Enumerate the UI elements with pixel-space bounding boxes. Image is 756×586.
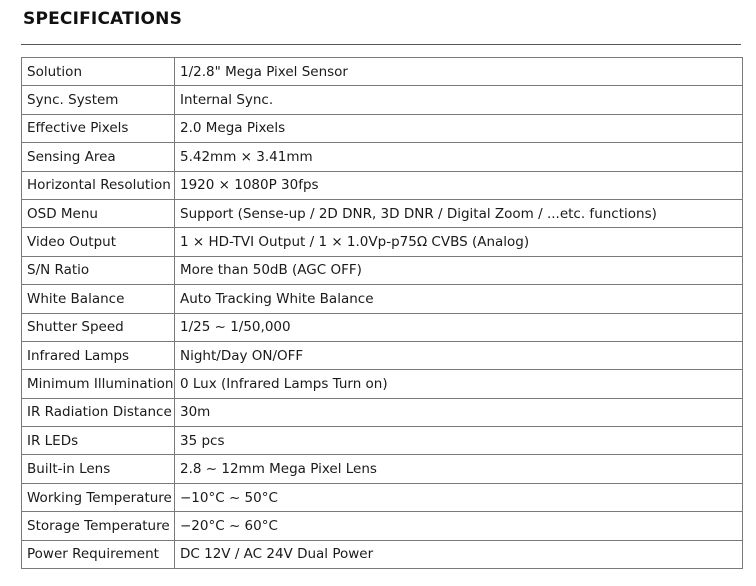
spec-value: Support (Sense-up / 2D DNR, 3D DNR / Digital Zoom / ...etc. functions) bbox=[175, 199, 743, 227]
spec-value: 1 × HD-TVI Output / 1 × 1.0Vp-p75Ω CVBS (Analog) bbox=[175, 228, 743, 256]
spec-value: 30m bbox=[175, 398, 743, 426]
spec-value: 1920 × 1080P 30fps bbox=[175, 171, 743, 199]
spec-value: 35 pcs bbox=[175, 427, 743, 455]
spec-row bbox=[22, 398, 743, 426]
spec-value: More than 50dB (AGC OFF) bbox=[175, 256, 743, 284]
spec-value: DC 12V / AC 24V Dual Power bbox=[175, 540, 743, 568]
spec-label: IR Radiation Distance bbox=[22, 398, 175, 426]
page-title: SPECIFICATIONS bbox=[23, 9, 183, 29]
spec-label: White Balance bbox=[22, 285, 175, 313]
spec-label: Shutter Speed bbox=[22, 313, 175, 341]
specifications-table-body bbox=[22, 58, 743, 569]
spec-row bbox=[22, 143, 743, 171]
spec-value: −10°C ~ 50°C bbox=[175, 483, 743, 511]
spec-value: 2.8 ~ 12mm Mega Pixel Lens bbox=[175, 455, 743, 483]
spec-value: 2.0 Mega Pixels bbox=[175, 114, 743, 142]
spec-label: IR LEDs bbox=[22, 427, 175, 455]
spec-row bbox=[22, 256, 743, 284]
spec-row bbox=[22, 370, 743, 398]
spec-row bbox=[22, 512, 743, 540]
spec-label: S/N Ratio bbox=[22, 256, 175, 284]
spec-row bbox=[22, 86, 743, 114]
spec-row bbox=[22, 455, 743, 483]
spec-row bbox=[22, 341, 743, 369]
spec-row bbox=[22, 199, 743, 227]
spec-label: Minimum Illumination bbox=[22, 370, 175, 398]
title-divider bbox=[21, 44, 741, 45]
spec-row bbox=[22, 313, 743, 341]
spec-value: 1/2.8" Mega Pixel Sensor bbox=[175, 58, 743, 86]
spec-label: Storage Temperature bbox=[22, 512, 175, 540]
spec-value: 5.42mm × 3.41mm bbox=[175, 143, 743, 171]
spec-label: Built-in Lens bbox=[22, 455, 175, 483]
spec-label: Video Output bbox=[22, 228, 175, 256]
spec-label: Sensing Area bbox=[22, 143, 175, 171]
spec-label: OSD Menu bbox=[22, 199, 175, 227]
spec-value: Night/Day ON/OFF bbox=[175, 341, 743, 369]
spec-row bbox=[22, 114, 743, 142]
spec-label: Solution bbox=[22, 58, 175, 86]
spec-row bbox=[22, 285, 743, 313]
spec-label: Horizontal Resolution bbox=[22, 171, 175, 199]
spec-value: Auto Tracking White Balance bbox=[175, 285, 743, 313]
spec-row bbox=[22, 427, 743, 455]
spec-label: Working Temperature bbox=[22, 483, 175, 511]
spec-label: Infrared Lamps bbox=[22, 341, 175, 369]
spec-label: Effective Pixels bbox=[22, 114, 175, 142]
spec-row bbox=[22, 483, 743, 511]
spec-row bbox=[22, 171, 743, 199]
spec-value: −20°C ~ 60°C bbox=[175, 512, 743, 540]
spec-label: Sync. System bbox=[22, 86, 175, 114]
spec-value: 0 Lux (Infrared Lamps Turn on) bbox=[175, 370, 743, 398]
spec-row bbox=[22, 228, 743, 256]
spec-row bbox=[22, 540, 743, 568]
spec-label: Power Requirement bbox=[22, 540, 175, 568]
spec-row bbox=[22, 58, 743, 86]
spec-value: Internal Sync. bbox=[175, 86, 743, 114]
spec-value: 1/25 ~ 1/50,000 bbox=[175, 313, 743, 341]
specifications-table bbox=[21, 57, 743, 569]
